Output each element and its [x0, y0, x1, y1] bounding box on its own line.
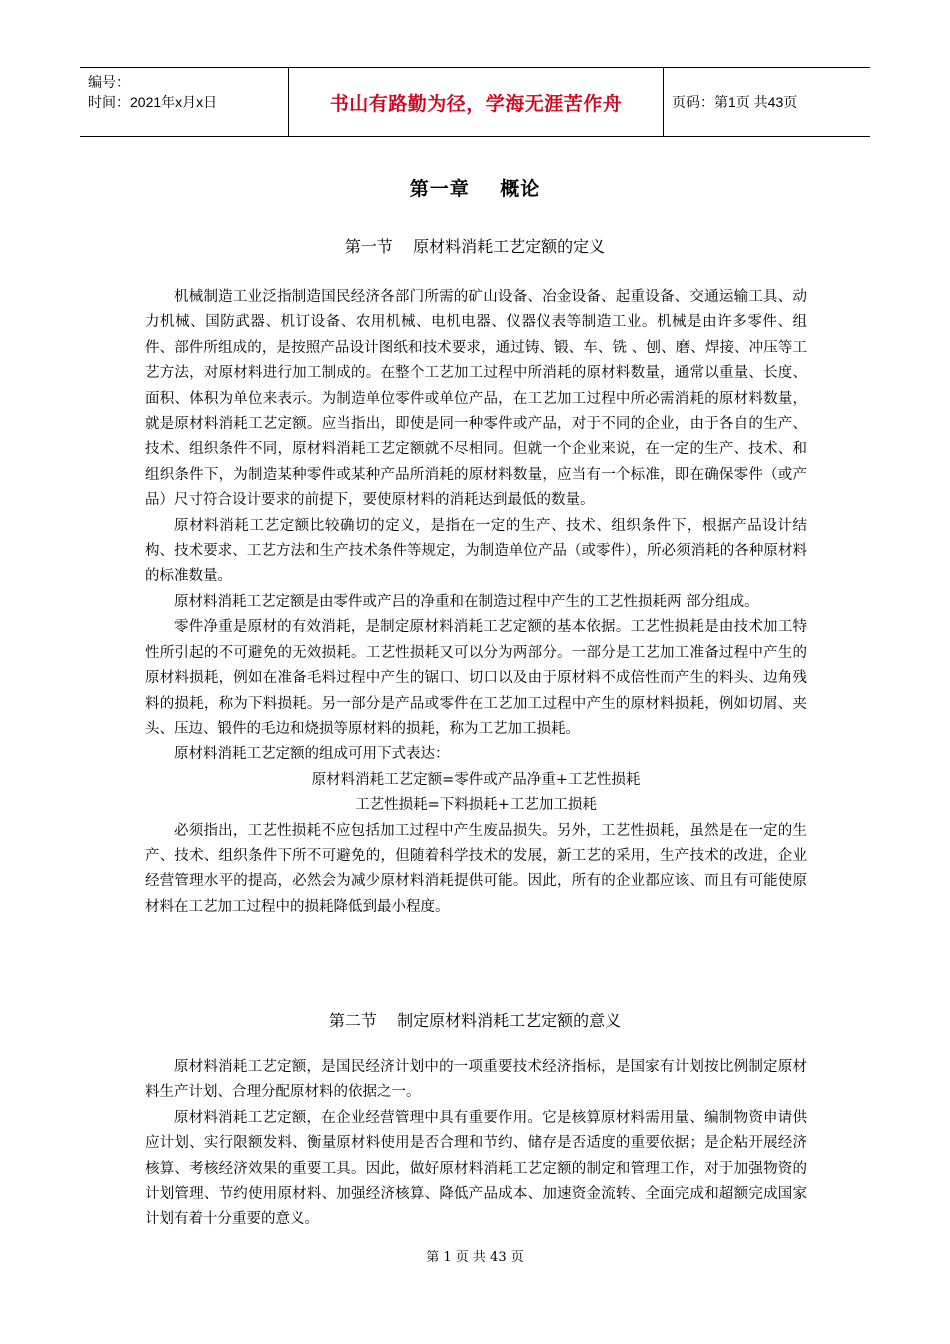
section-2-title: 第二节 制定原材料消耗工艺定额的意义	[328, 1011, 622, 1030]
paragraph: 原材料消耗工艺定额的组成可用下式表达：	[174, 746, 450, 763]
section-1-title: 第一节 原材料消耗工艺定额的定义	[344, 237, 606, 256]
paragraph: 原材料消耗工艺定额是由零件或产吕的净重和在制造过程中产生的工艺性损耗两 部分组成。	[174, 593, 759, 610]
section-2-body	[145, 1055, 807, 1233]
paragraph: 零件净重是原材的有效消耗，是制定原材料消耗工艺定额的基本依据。工艺性损耗是由技术加工特性所引起的不可避免的无效损耗。工艺性损耗又可以分为两部分。一部分是工艺加工准备过程中产生的原材料损耗，例如在准备毛料过程中产生的锯口、切口以及由于原材料不成倍性而产生的料头、边角残料的损耗，称为下料损耗。另一部分是产品或零件在工艺加工过程中产生的原材料损耗，例如切屑、夹头、压边、锻件的毛边和烧损等原材料的损耗，称为工艺加工损耗。	[145, 619, 807, 737]
formula-material-quota: 原材料消耗工艺定额=零件或产品净重+工艺性损耗	[311, 771, 641, 788]
paragraph: 原材料消耗工艺定额，是国民经济计划中的一项重要技术经济指标，是国家有计划按比例制定原材料生产计划、合理分配原材料的依据之一。	[145, 1059, 807, 1101]
paragraph: 原材料消耗工艺定额比较确切的定义，是指在一定的生产、技术、组织条件下，根据产品设计结构、技术要求、工艺方法和生产技术条件等规定，为制造单位产品（或零件），所必须消耗的各种原材料的标准数量。	[145, 517, 807, 585]
paragraph: 机械制造工业泛指制造国民经济各部门所需的矿山设备、冶金设备、起重设备、交通运输工具、动力机械、国防武器、机订设备、农用机械、电机电器、仪器仪表等制造工业。机械是由许多零件、组件、部件所组成的，是按照产品设计图纸和技术要求，通过铸、锻、车、铣 、刨、磨、焊接、冲压等工艺方法，对原材料进行加工制成的。在整个工艺加工过程中所消耗的原材料数量，通常以重量、长度、面积、体积为单位来表示。为制造单位零件或单位产品，在工艺加工过程中所必需消耗的原材料数量，就是原材料消耗工艺定额。应当指出，即使是同一种零件或产品，对于不同的企业，由于各自的生产、技术、组织条件不同，原材料消耗工艺定额就不尽相同。但就一个企业来说，在一定的生产、技术、和组织条件下，为制造某种零件或某种产品所消耗的原材料数量，应当有一个标准，即在确保零件（或产品）尺寸符合设计要求的前提下，要使原材料的消耗达到最低的数量。	[145, 289, 807, 509]
document-number-label: 编号：	[88, 74, 130, 90]
header-motto: 书山有路勤为径，学海无涯苦作舟	[289, 68, 664, 137]
page-footer: 第 1 页 共 43 页	[426, 1250, 524, 1265]
header-meta	[80, 68, 289, 137]
paragraph: 必须指出，工艺性损耗不应包括加工过程中产生废品损失。另外，工艺性损耗，虽然是在一定的生产、技术、组织条件下所不可避免的，但随着科学技术的发展，新工艺的采用，生产技术的改进，企业经营管理水平的提高，必然会为减少原材料消耗提供可能。因此，所有的企业都应该、而且有可能使原材料在工艺加工过程中的损耗降低到最小程度。	[145, 822, 807, 915]
page-header	[80, 67, 870, 137]
chapter-title: 第一章 概论	[409, 178, 541, 200]
section-1-body	[145, 285, 807, 920]
formula-process-loss: 工艺性损耗=下料损耗+工艺加工损耗	[355, 797, 597, 814]
document-date: 时间：2021年x月x日	[88, 94, 218, 110]
header-page-info: 页码：第1页 共43页	[664, 68, 871, 137]
paragraph: 原材料消耗工艺定额，在企业经营管理中具有重要作用。它是核算原材料需用量、编制物资申请供应计划、实行限额发料、衡量原材料使用是否合理和节约、储存是否适度的重要依据；是企粘开展经济核算、考核经济效果的重要工具。因此，做好原材料消耗工艺定额的制定和管理工作，对于加强物资的计划管理、节约使用原材料、加强经济核算、降低产品成本、加速资金流转、全面完成和超额完成国家计划有着十分重要的意义。	[145, 1109, 807, 1228]
